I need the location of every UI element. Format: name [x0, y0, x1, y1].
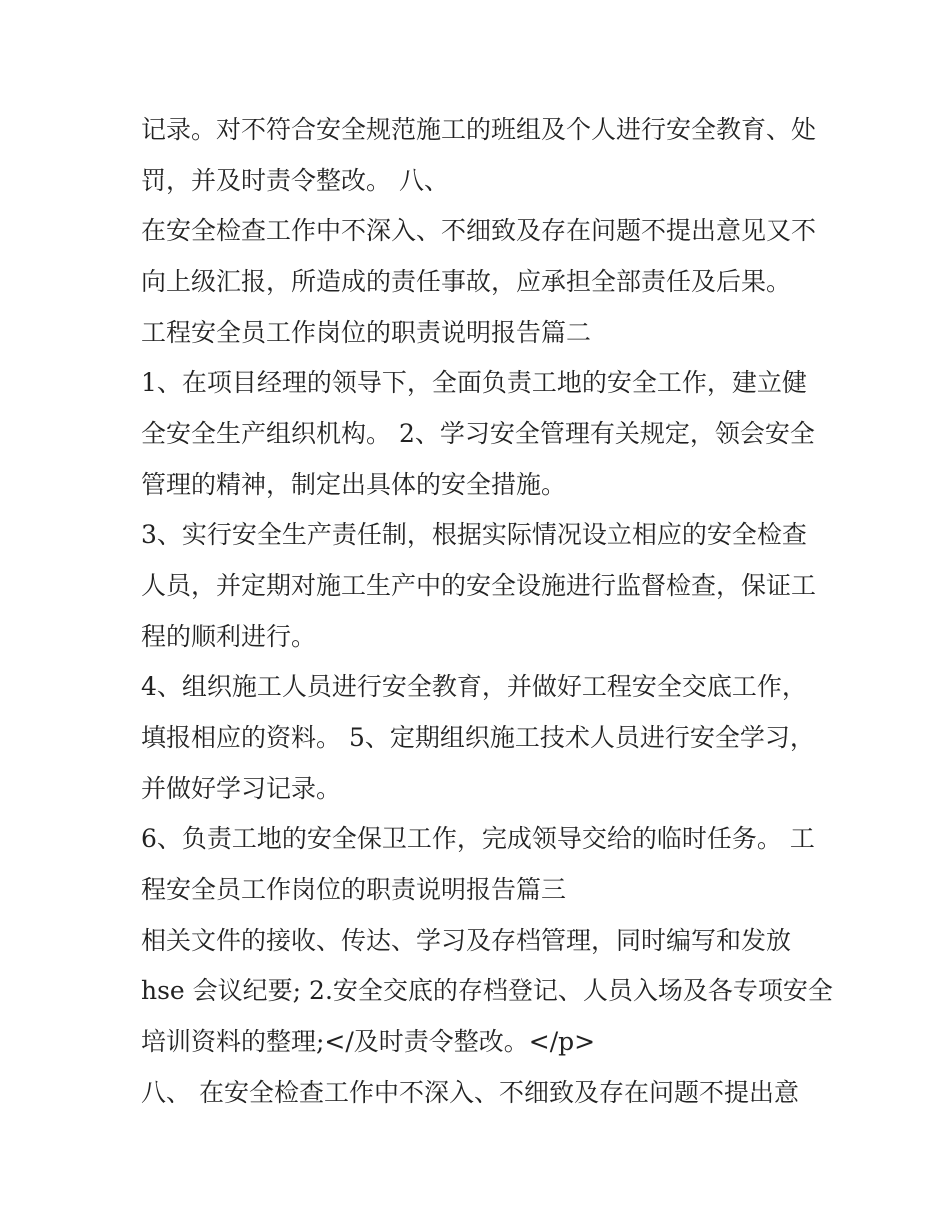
text-line: 人员，并定期对施工生产中的安全设施进行监督检查，保证工 — [141, 571, 817, 600]
text-line: 记录。对不符合安全规范施工的班组及个人进行安全教育、处 — [141, 115, 817, 144]
text-line: 相关文件的接收、传达、学习及存档管理，同时编写和发放 — [141, 926, 792, 955]
text-line: 八、 在安全检查工作中不深入、不细致及存在问题不提出意 — [141, 1078, 799, 1107]
text-line: 在安全检查工作中不深入、不细致及存在问题不提出意见又不 — [141, 216, 817, 245]
text-line: 培训资料的整理;</及时责令整改。</p> — [141, 1027, 596, 1056]
text-line: 3、实行安全生产责任制，根据实际情况设立相应的安全检查 — [141, 520, 807, 549]
text-line: 6、负责工地的安全保卫工作，完成领导交给的临时任务。 工 — [141, 824, 815, 853]
text-line: hse 会议纪要; 2.安全交底的存档登记、人员入场及各专项安全 — [141, 976, 833, 1005]
text-line: 程的顺利进行。 — [141, 622, 317, 651]
text-line: 全安全生产组织机构。 2、学习安全管理有关规定，领会安全 — [141, 419, 815, 448]
text-line: 4、组织施工人员进行安全教育，并做好工程安全交底工作， — [141, 672, 807, 701]
section-heading: 工程安全员工作岗位的职责说明报告篇二 — [141, 318, 592, 347]
text-line: 管理的精神，制定出具体的安全措施。 — [141, 470, 567, 499]
text-line: 并做好学习记录。 — [141, 774, 342, 803]
text-line: 向上级汇报，所造成的责任事故，应承担全部责任及后果。 — [141, 267, 792, 296]
text-line: 填报相应的资料。 5、定期组织施工技术人员进行安全学习， — [141, 723, 815, 752]
text-line: 1、在项目经理的领导下，全面负责工地的安全工作，建立健 — [141, 368, 807, 397]
section-heading: 程安全员工作岗位的职责说明报告篇三 — [141, 875, 567, 904]
text-line: 罚，并及时责令整改。 八、 — [141, 166, 449, 195]
